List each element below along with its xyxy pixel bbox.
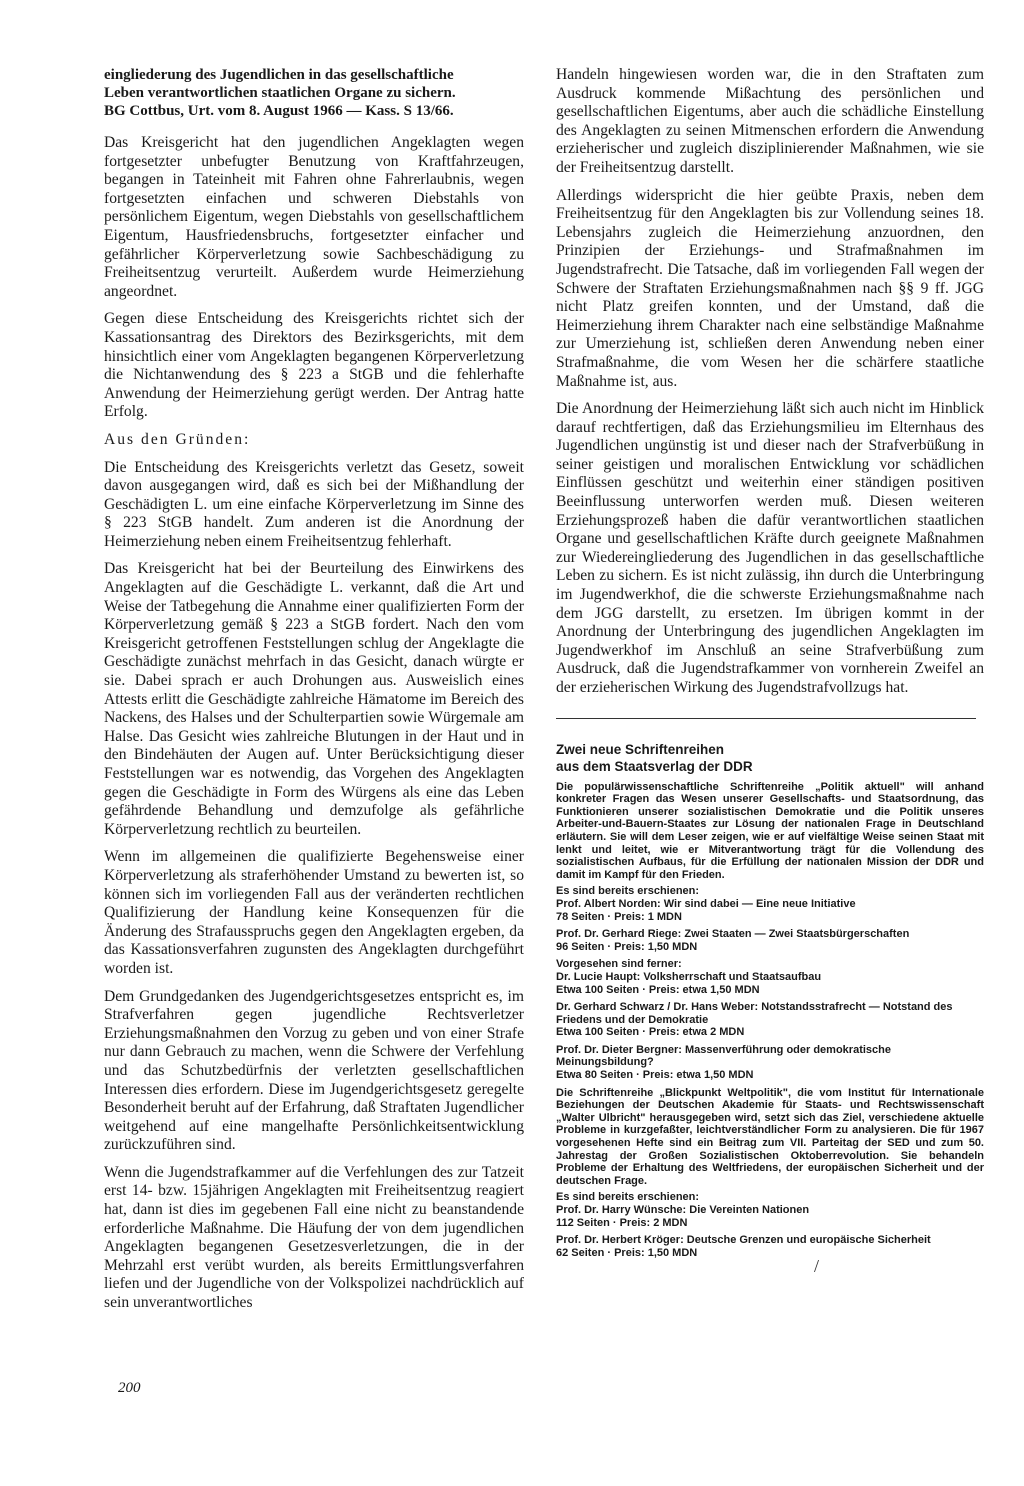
right-column <box>556 66 984 1264</box>
page-number: 200 <box>118 1380 141 1396</box>
notice-label: Vorgesehen sind ferner: <box>556 958 682 971</box>
book-title: Prof. Albert Norden: Wir sind dabei — Eine neue Initiative <box>556 897 856 910</box>
book-entry <box>556 1204 984 1229</box>
book-title: Prof. Dr. Herbert Kröger: Deutsche Grenzen und europäische Sicherheit <box>556 1234 931 1247</box>
body-paragraph: Allerdings widerspricht die hier geübte Praxis, neben dem Freiheitsentzug für den Angeklagten bis zur Vollendung seines 18. Lebensjahrs zugleich die Heimerziehung anzuordnen, den Prinzipien der Erziehungs- und Strafmaßnahmen im Jugendstrafrecht. Die Tatsache, daß im vorliegenden Fall wegen der Schwere der Straftaten Erziehungsmaßnahmen nach §§ 9 ff. JGG nicht Platz greifen konnten, und der Umstand, daß die Heimerziehung ihrem Charakter nach eine selbständige Maßnahme zur Umerziehung ist, schließen deren Anwendung neben einer Strafmaßnahme, die vom Wesen her die schärfere staatliche Maßnahme ist, aus. <box>556 186 984 390</box>
left-column <box>104 66 524 1322</box>
book-meta: 62 Seiten · Preis: 1,50 MDN <box>556 1246 698 1259</box>
case-citation: BG Cottbus, Urt. vom 8. August 1966 — Kass. S 13/66. <box>104 103 454 119</box>
book-title: Prof. Dr. Gerhard Riege: Zwei Staaten — Zwei Staatsbürgerschaften <box>556 928 910 941</box>
body-paragraph: Die Anordnung der Heimerziehung läßt sich auch nicht im Hinblick darauf rechtfertigen, daß das Erziehungsmilieu im Elternhaus des Jugendlichen ungünstig ist und dieser nach der Strafverbüßung in seiner geistigen und moralischen Entwicklung vor schädlichen Einflüssen geschützt und weiterhin einer ständigen positiven Beeinflussung unterworfen werden muß. Diesen weiteren Erziehungsprozeß haben die dafür verantwortlichen staatlichen Organe und gesellschaftlichen Kräfte durch geeignete Maßnahmen zur Wiedereingliederung des Jugendlichen in das gesellschaftliche Leben zu sichern. Es ist nicht zulässig, ihn durch die Unterbringung im Jugendwerkhof, die die schwerste Erziehungsmaßnahme nach dem JGG darstellt, zu ersetzen. Im übrigen kommt in der Anordnung der Unterbringung des jugendlichen Angeklagten im Jugendwerkhof im Anschluß an seine Strafverbüßung zum Ausdruck, daß die Jugendstrafkammer von vornherein Zweifel an der erzieherischen Wirkung des Jugendstrafvollzugs hat. <box>556 400 984 696</box>
notice-label: Es sind bereits erschienen: <box>556 885 700 898</box>
case-headnote <box>104 66 524 120</box>
book-entry <box>556 971 984 996</box>
body-paragraph: Die Entscheidung des Kreisgerichts verletzt das Gesetz, soweit davon ausgegangen wird, daß es sich bei der Mißhandlung der Geschädigten L. um eine einfache Körperverletzung im Sinne des § 223 StGB handelt. Zum anderen ist die Anordnung der Heimerziehung neben einem Freiheitsentzug fehlerhaft. <box>104 458 524 550</box>
book-meta: 112 Seiten · Preis: 2 MDN <box>556 1216 688 1229</box>
body-paragraph: Das Kreisgericht hat den jugendlichen Angeklagten wegen fortgesetzter unbefugter Benutzung von Kraftfahrzeugen, begangen in Tateinheit mit Fahren ohne Fahrerlaubnis, wegen fortgesetzten einfachen und schweren Diebstahls von persönlichem Eigentum, wegen Diebstahls von gesellschaftlichem Eigentum, Hausfriedensbruchs, fortgesetzter einfacher und gefährlicher Körperverletzung sowie Sachbeschädigung zu Freiheitsentzug verurteilt. Außerdem wurde Heimerziehung angeordnet. <box>104 134 524 300</box>
notice-intro: Die populärwissenschaftliche Schriftenreihe „Politik aktuell" will anhand konkreter Fragen das Wesen unserer Gesellschafts- und Staatsordnung, das Funktionieren unserer sozialistischen Demokratie und die Politik unseres Arbeiter-und-Bauern-Staates zur Lösung der nationalen Frage in Deutschland erläutern. Sie will dem Leser zeigen, wie er auf vielfältige Weise seinen Staat mit lenkt und leitet, wie er Mitverantwortung trägt für die Vollendung des sozialistischen Aufbaus, für die Erfüllung der nationalen Mission der DDR und damit im Kampf für den Frieden. <box>556 780 984 881</box>
body-paragraph: Wenn die Jugendstrafkammer auf die Verfehlungen des zur Tatzeit erst 14- bzw. 15jährigen Angeklagten mit Freiheitsentzug reagiert hat, dann ist dies im gegebenen Fall eine nicht zu beanstandende erforderliche Maßnahme. Die Häufung der von dem jugendlichen Angeklagten begangenen Gesetzesverletzungen, die in der Mehrzahl erst verübt wurden, als bereits Ermittlungsverfahren liefen und der Jugendliche von der Volkspolizei nachdrücklich auf sein unverantwortliches <box>104 1163 524 1312</box>
body-paragraph: Dem Grundgedanken des Jugendgerichtsgesetzes entspricht es, im Strafverfahren gegen jugendliche Rechtsverletzer Erziehungsmaßnahmen den Vorzug zu geben und von einer Strafe nur dann Gebrauch zu machen, wenn die Schwere der Verfehlung und das Schutzbedürfnis der verletzten gesellschaftlichen Interessen dies erfordern. Diese im Jugendgerichtsgesetz geregelte Besonderheit beruht auf der Erfahrung, daß Straftaten Jugendlicher weitgehend auf eine mangelhafte Persönlichkeitsentwicklung zurückzuführen sind. <box>104 987 524 1154</box>
book-meta: 96 Seiten · Preis: 1,50 MDN <box>556 940 698 953</box>
notice-intro: Die Schriftenreihe „Blickpunkt Weltpolitik", die vom Institut für Internationale Beziehungen der Deutschen Akademie für Staats- und Rechtswissenschaft „Walter Ulbricht" herausgegeben wird, setzt sich das Ziel, verschiedene aktuelle Probleme in kurzgefaßter, leichtverständlicher Form zu analysieren. Die für 1967 vorgesehenen Hefte sind ein Beitrag zum VII. Parteitag der SED und zum 50. Jahrestag der Großen Sozialistischen Oktoberrevolution. Sie behandeln Probleme der Erhaltung des Weltfriedens, der europäischen Sicherheit und der deutschen Frage. <box>556 1086 984 1187</box>
book-entry <box>556 1234 984 1259</box>
book-meta: Etwa 80 Seiten · Preis: etwa 1,50 MDN <box>556 1069 754 1082</box>
body-paragraph: Wenn im allgemeinen die qualifizierte Begehensweise einer Körperverletzung als straferhöhender Umstand zu bewerten ist, so können sich im vorliegenden Fall aus der veränderten rechtlichen Qualifizierung der Handlung keine Konsequenzen für die Änderung des Strafausspruchs gegen den Angeklagten ergeben, da das Kassationsverfahren zugunsten des Angeklagten durchgeführt worden ist. <box>104 848 524 977</box>
book-title: Dr. Lucie Haupt: Volksherrschaft und Staatsaufbau <box>556 970 822 983</box>
book-entry <box>556 1001 984 1039</box>
book-entry <box>556 928 984 953</box>
notice-title-line: aus dem Staatsverlag der DDR <box>556 758 753 774</box>
pencil-mark: / <box>814 1256 820 1276</box>
notice-label: Es sind bereits erschienen: <box>556 1191 700 1204</box>
headnote-line: Leben verantwortlichen staatlichen Organe zu sichern. <box>104 85 456 101</box>
book-entry <box>556 898 984 923</box>
book-meta: Etwa 100 Seiten · Preis: etwa 1,50 MDN <box>556 983 760 996</box>
section-heading: Aus den Gründen: <box>104 430 251 448</box>
book-entry <box>556 1044 984 1082</box>
notice-title <box>556 741 984 775</box>
body-paragraph: Gegen diese Entscheidung des Kreisgerichts richtet sich der Kassationsantrag des Direktors des Bezirksgerichts, mit dem hinsichtlich einer vom Angeklagten begangenen Körperverletzung die Nichtanwendung des § 223 a StGB und die fehlerhafte Anwendung der Heimerziehung gerügt werden. Der Antrag hatte Erfolg. <box>104 310 524 421</box>
book-title: Dr. Gerhard Schwarz / Dr. Hans Weber: Notstandsstrafrecht — Notstand des Friedens und der Demokratie <box>556 1001 953 1026</box>
book-meta: Etwa 100 Seiten · Preis: etwa 2 MDN <box>556 1026 745 1039</box>
divider <box>556 718 976 719</box>
notice-title-line: Zwei neue Schriftenreihen <box>556 741 725 757</box>
book-title: Prof. Dr. Dieter Bergner: Massenverführung oder demokratische Meinungsbildung? <box>556 1043 891 1069</box>
book-title: Prof. Dr. Harry Wünsche: Die Vereinten Nationen <box>556 1204 810 1216</box>
book-meta: 78 Seiten · Preis: 1 MDN <box>556 910 682 923</box>
headnote-line: eingliederung des Jugendlichen in das gesellschaftliche <box>104 67 454 83</box>
body-paragraph: Handeln hingewiesen worden war, die in den Straftaten zum Ausdruck kommende Mißachtung des persönlichen und gesellschaftlichen Eigentums, aber auch die schädliche Einstellung des Angeklagten zu seinen Mitmenschen erfordern die Anwendung erzieherischer und zugleich disziplinierender Maßnahmen, wie sie der Freiheitsentzug darstellt. <box>556 66 984 176</box>
body-paragraph: Das Kreisgericht hat bei der Beurteilung des Einwirkens des Angeklagten auf die Geschädigte L. verkannt, daß die Art und Weise der Tatbegehung die Annahme einer qualifizierten Form der Körperverletzung gemäß § 223 a StGB fordert. Nach den vom Kreisgericht getroffenen Feststellungen schlug der Angeklagte die Geschädigte zunächst mehrfach in das Gesicht, danach würgte er sie. Dabei sprach er auch Drohungen aus. Ausweislich eines Attests erlitt die Geschädigte zahlreiche Hämatome im Bereich des Nackens, des Halses und der Schulterpartien sowie Würgemale am Halse. Das Gesicht wies zahlreiche Blutungen in der Haut und in den Bindehäuten der Augen auf. Unter Berücksichtigung dieser Feststellungen war es notwendig, das Vorgehen des Angeklagten gegen die Geschädigte in Form des Würgens als eine das Leben gefährdende Behandlung und demzufolge als gefährliche Körperverletzung rechtlich zu beurteilen. <box>104 560 524 838</box>
publisher-notice <box>556 741 984 1260</box>
